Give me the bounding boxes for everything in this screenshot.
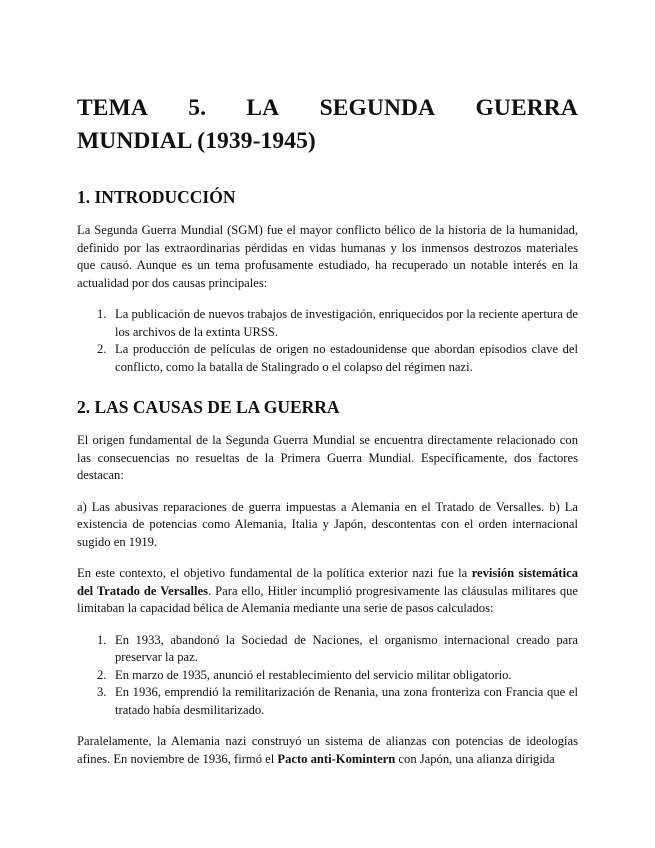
title-line-2: MUNDIAL (1939-1945) bbox=[77, 128, 316, 154]
title-word: LA bbox=[246, 95, 280, 121]
bold-phrase: revisión sistemática del Tratado de Versalles bbox=[77, 566, 578, 598]
list-item: 1. En 1933, abandonó la Sociedad de Naciones, el organismo internacional creado para preservar la paz. bbox=[97, 632, 578, 664]
list-item: 1. La publicación de nuevos trabajos de investigación, enriquecidos por la reciente apertura de los archivos de la extinta URSS. bbox=[97, 307, 578, 339]
list-item: 3. En 1936, emprendió la remilitarización de Renania, una zona fronteriza con Francia que el tratado había desmilitarizado. bbox=[97, 685, 578, 717]
title-word: GUERRA bbox=[475, 95, 578, 121]
title-word: TEMA bbox=[77, 95, 148, 121]
causas-paragraph-3: En este contexto, el objetivo fundamental de la política exterior nazi fue la revisión sistemática del Tratado de Versalles. Para ello, Hitler incumplió progresivamente las cláusulas militares que limitaban la capacidad bélica de Alemania mediante una serie de pasos calculados: bbox=[77, 566, 579, 615]
bold-phrase: Pacto anti-Komintern bbox=[277, 751, 396, 766]
title-word: 5. bbox=[188, 95, 207, 121]
intro-list bbox=[77, 306, 578, 376]
causas-paragraph-1: El origen fundamental de la Segunda Guerra Mundial se encuentra directamente relacionado con las consecuencias no resueltas de la Primera Guerra Mundial. Específicamente, dos factores destacan: bbox=[77, 433, 578, 482]
list-item: 2. La producción de películas de origen no estadounidense que abordan episodios clave del conflicto, como la batalla de Stalingrado o el colapso del régimen nazi. bbox=[97, 342, 578, 374]
section-heading-causas: 2. LAS CAUSAS DE LA GUERRA bbox=[77, 397, 340, 417]
list-item: 2. En marzo de 1935, anunció el restablecimiento del servicio militar obligatorio. bbox=[97, 667, 512, 682]
section-heading-intro: 1. INTRODUCCIÓN bbox=[77, 187, 236, 207]
causas-list bbox=[77, 632, 578, 720]
intro-paragraph: La Segunda Guerra Mundial (SGM) fue el mayor conflicto bélico de la historia de la humanidad, definido por las extraordinarias pérdidas en vidas humanas y los inmensos destrozos materiales que causó. Aunque es un tema profusamente estudiado, ha recuperado un notable interés en la actualidad por dos causas principales: bbox=[77, 223, 578, 290]
title-word: SEGUNDA bbox=[319, 95, 436, 121]
causas-paragraph-2: a) Las abusivas reparaciones de guerra impuestas a Alemania en el Tratado de Versalles. b) La existencia de potencias como Alemania, Italia y Japón, descontentas con el orden internacional sugido en 1919. bbox=[77, 499, 578, 549]
causas-paragraph-4: Paralelamente, la Alemania nazi construyó un sistema de alianzas con potencias de ideologías afines. En noviembre de 1936, firmó el Pacto anti-Komintern con Japón, una alianza dirigida bbox=[77, 734, 578, 766]
title-line-1 bbox=[77, 92, 578, 125]
document-title bbox=[77, 92, 578, 158]
